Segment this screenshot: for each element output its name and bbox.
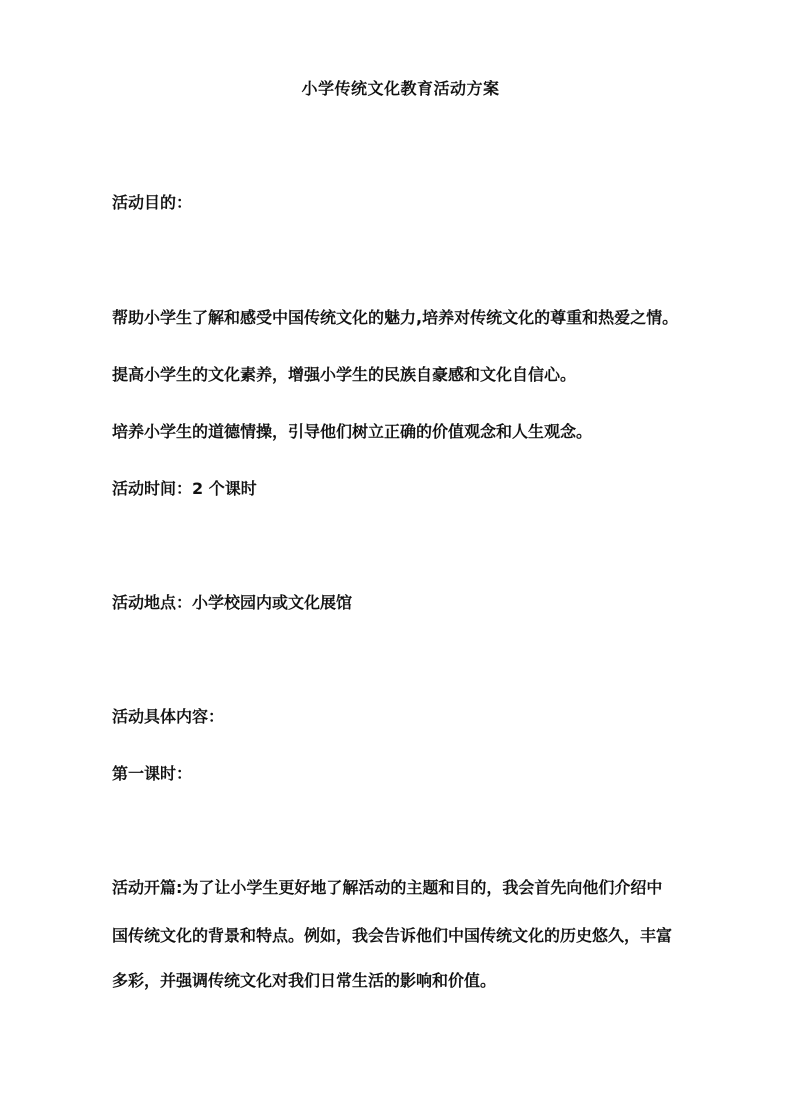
activity-location: 活动地点：小学校园内或文化展馆 [112, 593, 353, 612]
paragraph-opening-line-1: 活动开篇:为了让小学生更好地了解活动的主题和目的，我会首先向他们介绍中 [112, 878, 663, 897]
paragraph-purpose-2: 提高小学生的文化素养，增强小学生的民族自豪感和文化自信心。 [112, 365, 577, 384]
paragraph-purpose-3: 培养小学生的道德情操，引导他们树立正确的价值观念和人生观念。 [112, 422, 593, 441]
heading-activity-purpose: 活动目的： [112, 193, 193, 212]
paragraph-opening-line-3: 多彩，并强调传统文化对我们日常生活的影响和价值。 [112, 971, 497, 990]
document-title: 小学传统文化教育活动方案 [301, 79, 500, 98]
paragraph-opening-line-2: 国传统文化的背景和特点。例如，我会告诉他们中国传统文化的历史悠久，丰富 [112, 926, 673, 945]
activity-time: 活动时间：2 个课时 [112, 479, 257, 498]
heading-first-lesson: 第一课时： [112, 764, 193, 783]
paragraph-purpose-1: 帮助小学生了解和感受中国传统文化的魅力,培养对传统文化的尊重和热爱之情。 [112, 308, 679, 327]
heading-activity-content: 活动具体内容： [112, 707, 225, 726]
